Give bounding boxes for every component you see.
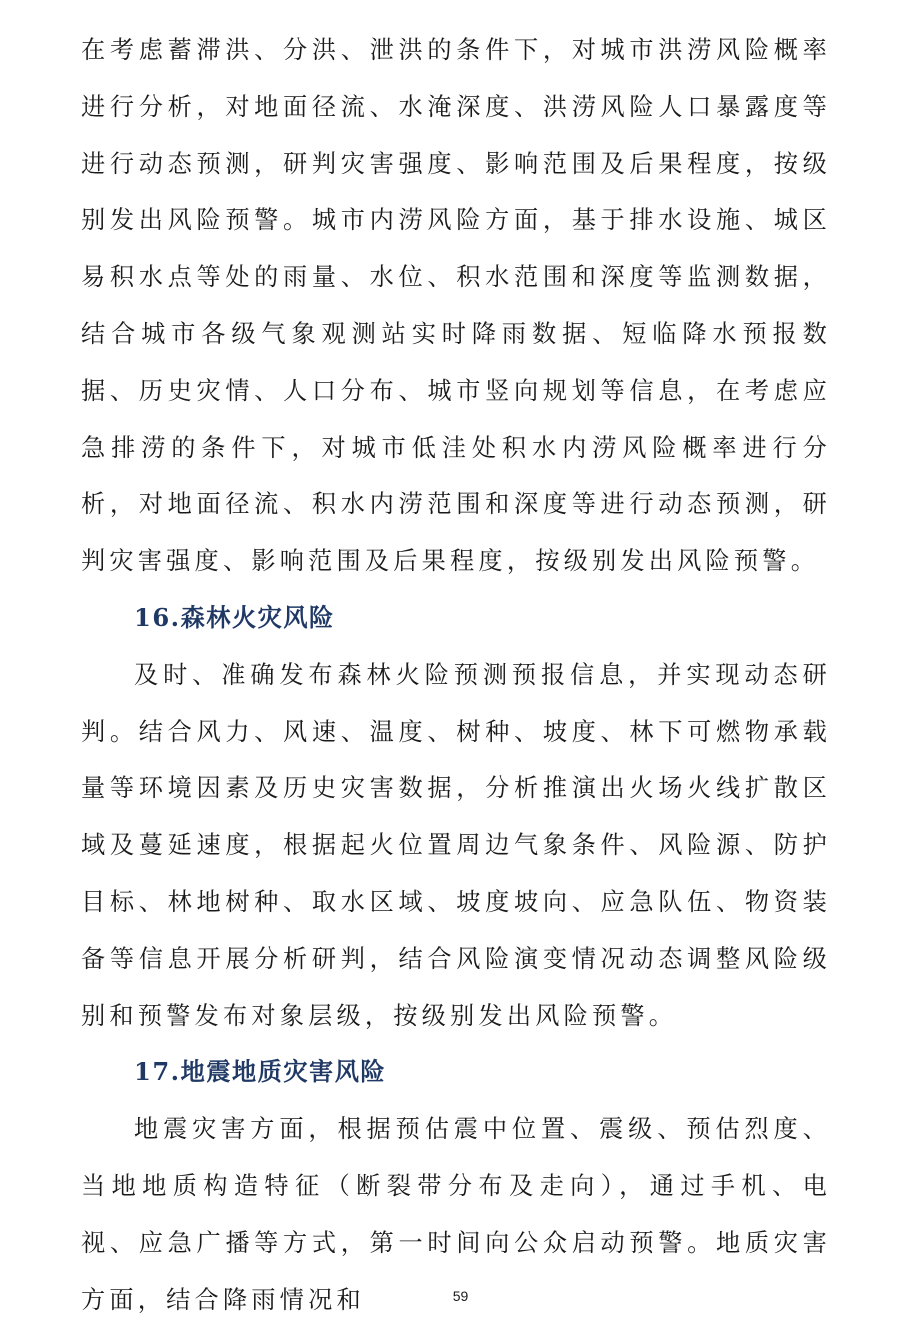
- section-heading-forest-fire: 16.森林火灾风险: [134, 602, 335, 632]
- body-paragraph-forest-fire: 及时、准确发布森林火险预测预报信息，并实现动态研判。结合风力、风速、温度、树种、坡度、林下可燃物承载量等环境因素及历史灾害数据，分析推演出火场火线扩散区域及蔓延速度，根据起火位置周边气象条件、风险源、防护目标、林地树种、取水区域、坡度坡向、应急队伍、物资装备等信息开展分析研判，结合风险演变情况动态调整风险级别和预警发布对象层级，按级别发出风险预警。: [81, 660, 831, 1030]
- page-number: 59: [452, 1288, 469, 1304]
- section-heading-earthquake-geology: 17.地震地质灾害风险: [134, 1057, 387, 1087]
- body-paragraph-flood-risk: 在考虑蓄滞洪、分洪、泄洪的条件下，对城市洪涝风险概率进行分析，对地面径流、水淹深度、洪涝风险人口暴露度等进行动态预测，研判灾害强度、影响范围及后果程度，按级别发出风险预警。城市内涝风险方面，基于排水设施、城区易积水点等处的雨量、水位、积水范围和深度等监测数据，结合城市各级气象观测站实时降雨数据、短临降水预报数据、历史灾情、人口分布、城市竖向规划等信息，在考虑应急排涝的条件下，对城市低洼处积水内涝风险概率进行分析，对地面径流、积水内涝范围和深度等进行动态预测，研判灾害强度、影响范围及后果程度，按级别发出风险预警。: [81, 36, 831, 576]
- document-page: [81, 22, 831, 1328]
- body-paragraph-earthquake: 地震灾害方面，根据预估震中位置、震级、预估烈度、当地地质构造特征（断裂带分布及走向），通过手机、电视、应急广播等方式，第一时间向公众启动预警。地质灾害方面，结合降雨情况和: [81, 1115, 831, 1314]
